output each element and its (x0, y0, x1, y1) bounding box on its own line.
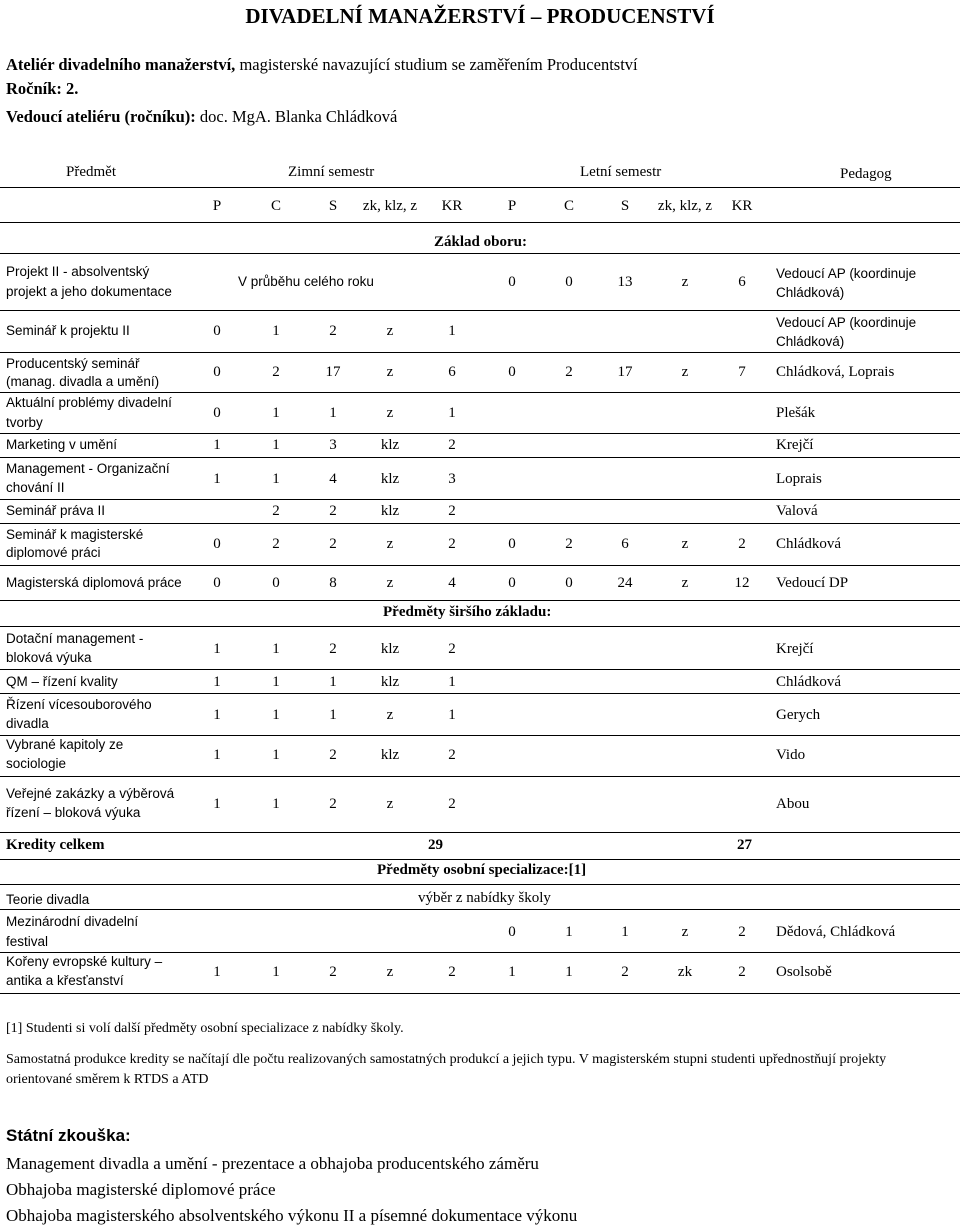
kredity-label: Kredity celkem (6, 837, 105, 853)
samostatna-line-2: orientované směrem k RTDS a ATD (6, 1072, 209, 1087)
value-cell: 2 (448, 641, 456, 657)
value-cell: 17 (617, 364, 633, 380)
section-sirsi: Předměty širšího základu: (383, 604, 552, 620)
value-cell: z (681, 924, 689, 940)
row-aktualni-name-1: Aktuální problémy divadelní (6, 395, 172, 410)
row-divider (0, 693, 960, 694)
value-cell: 2 (329, 536, 337, 552)
row-divider (0, 392, 960, 393)
atelier-label: Ateliér divadelního manažerství, (6, 55, 236, 74)
value-cell: 1 (213, 747, 221, 763)
kredity-letni: 27 (737, 837, 752, 853)
value-cell: 8 (329, 575, 337, 591)
value-cell: 2 (448, 536, 456, 552)
value-cell: 0 (508, 924, 516, 940)
row-mag-prace-name: Magisterská diplomová práce (6, 575, 182, 590)
column-header: C (270, 198, 282, 214)
value-cell: 1 (621, 924, 629, 940)
row-seminar-projekt-pedagog-1: Vedoucí AP (koordinuje (776, 315, 917, 330)
value-cell: 1 (213, 964, 221, 980)
column-header: S (620, 198, 630, 214)
row-festival-name-2: festival (6, 934, 49, 949)
section-zaklad: Základ oboru: (434, 234, 527, 250)
header-zimni: Zimní semestr (288, 164, 375, 180)
value-cell: 1 (213, 641, 221, 657)
row-divider (0, 776, 960, 777)
value-cell: 1 (329, 405, 337, 421)
atelier-line (6, 56, 638, 75)
row-dotacni-pedagog: Krejčí (776, 641, 814, 657)
value-cell: klz (380, 471, 400, 487)
value-cell: 0 (565, 274, 573, 290)
row-rizeni-name-1: Řízení vícesouborového (6, 697, 152, 712)
header-pedagog: Pedagog (840, 166, 892, 182)
row-projekt-pedagog-2: Chládková) (776, 285, 845, 300)
value-cell: z (386, 536, 394, 552)
value-cell: z (386, 796, 394, 812)
value-cell: 0 (213, 575, 221, 591)
row-koreny-pedagog: Osolsobě (776, 964, 832, 980)
statni-item: Management divadla a umění - prezentace a obhajoba producentského záměru (6, 1154, 539, 1173)
row-rizeni-pedagog: Gerych (776, 707, 821, 723)
value-cell: 2 (329, 503, 337, 519)
value-cell: 1 (448, 707, 456, 723)
value-cell: 0 (213, 536, 221, 552)
row-seminar-mag-pedagog: Chládková (776, 536, 841, 552)
row-divider (0, 433, 960, 434)
value-cell: 1 (448, 323, 456, 339)
value-cell: 1 (272, 641, 280, 657)
value-cell: 0 (508, 364, 516, 380)
value-cell: z (681, 364, 689, 380)
value-cell: 2 (565, 364, 573, 380)
value-cell: 1 (272, 747, 280, 763)
value-cell: z (681, 536, 689, 552)
value-cell: 1 (272, 796, 280, 812)
row-kapitoly-name-2: sociologie (6, 756, 67, 771)
statni-heading: Státní zkouška: (6, 1126, 131, 1145)
value-cell: klz (380, 674, 400, 690)
column-header: C (563, 198, 575, 214)
value-cell: 4 (448, 575, 456, 591)
column-header: zk, klz, z (362, 198, 418, 214)
value-cell: 2 (272, 503, 280, 519)
value-cell: z (681, 274, 689, 290)
row-seminar-mag-name-2: diplomové práci (6, 545, 101, 560)
colhdr-divider (0, 222, 960, 223)
row-seminar-mag-name-1: Seminář k magisterské (6, 527, 144, 542)
value-cell: z (386, 405, 394, 421)
value-cell: 2 (272, 364, 280, 380)
atelier-text: magisterské navazující studium se zaměřením Producentství (235, 55, 638, 74)
value-cell: 6 (448, 364, 456, 380)
value-cell: z (386, 323, 394, 339)
row-qm-pedagog: Chládková (776, 674, 841, 690)
value-cell: 0 (213, 405, 221, 421)
footnote: [1] Studenti si volí další předměty osobní specializace z nabídky školy. (6, 1021, 404, 1036)
value-cell: 1 (213, 707, 221, 723)
row-seminar-projekt-name: Seminář k projektu II (6, 323, 130, 338)
value-cell: 0 (213, 364, 221, 380)
value-cell: 1 (508, 964, 516, 980)
value-cell: 1 (272, 405, 280, 421)
value-cell: 2 (738, 964, 746, 980)
row-projekt-name-2: projekt a jeho dokumentace (6, 284, 172, 299)
value-cell: 2 (329, 323, 337, 339)
section-osobni: Předměty osobní specializace:[1] (377, 862, 587, 878)
header-divider (0, 187, 960, 188)
value-cell: 0 (272, 575, 280, 591)
value-cell: 0 (565, 575, 573, 591)
row-divider (0, 565, 960, 566)
header-letni: Letní semestr (580, 164, 662, 180)
value-cell: 3 (329, 437, 337, 453)
section-sirsi-divider (0, 626, 960, 627)
value-cell: 3 (448, 471, 456, 487)
value-cell: 0 (508, 575, 516, 591)
value-cell: 2 (329, 796, 337, 812)
vedouci-label: Vedoucí ateliéru (ročníku): (6, 107, 196, 126)
value-cell: 2 (448, 964, 456, 980)
value-cell: z (386, 707, 394, 723)
row-management-name-1: Management - Organizační (6, 461, 170, 476)
value-cell: 2 (448, 503, 456, 519)
value-cell: 1 (565, 964, 573, 980)
value-cell: 7 (738, 364, 746, 380)
value-cell: 1 (272, 964, 280, 980)
column-header: KR (441, 198, 463, 214)
value-cell: 2 (448, 747, 456, 763)
statni-item: Obhajoba magisterského absolventského výkonu II a písemné dokumentace výkonu (6, 1206, 578, 1225)
samostatna-line-1: Samostatná produkce kredity se načítají dle počtu realizovaných samostatných produkcí a jejich typu. V magisterském stupni studenti upřednostňují projekty (6, 1052, 887, 1067)
row-marketing-pedagog: Krejčí (776, 437, 814, 453)
section-zaklad-divider (0, 253, 960, 254)
row-divider (0, 832, 960, 833)
row-qm-name: QM – řízení kvality (6, 674, 118, 689)
row-zakazky-name-2: řízení – bloková výuka (6, 805, 141, 820)
column-header: S (328, 198, 338, 214)
row-koreny-name-2: antika a křesťanství (6, 973, 124, 988)
value-cell: 1 (213, 674, 221, 690)
row-divider (0, 352, 960, 353)
row-producentsky-name-2: (manag. divadla a umění) (6, 374, 160, 389)
row-divider (0, 523, 960, 524)
row-teorie-name: Teorie divadla (6, 892, 90, 907)
header-predmet: Předmět (66, 164, 116, 180)
value-cell: z (681, 575, 689, 591)
value-cell: 1 (272, 437, 280, 453)
row-divider (0, 499, 960, 500)
row-marketing-name: Marketing v umění (6, 437, 118, 452)
row-zakazky-name-1: Veřejné zakázky a výběrová (6, 786, 175, 801)
row-mag-prace-pedagog: Vedoucí DP (776, 575, 849, 591)
row-koreny-name-1: Kořeny evropské kultury – (6, 954, 163, 969)
row-divider (0, 310, 960, 311)
value-cell: 1 (272, 707, 280, 723)
row-projekt-pedagog-1: Vedoucí AP (koordinuje (776, 266, 917, 281)
value-cell: 1 (213, 437, 221, 453)
row-zakazky-pedagog: Abou (776, 796, 810, 812)
row-divider (0, 600, 960, 601)
row-management-name-2: chování II (6, 480, 65, 495)
kredity-zimni: 29 (428, 837, 443, 853)
row-projekt-name-1: Projekt II - absolventský (6, 264, 150, 279)
value-cell: 1 (272, 674, 280, 690)
section-osobni-divider (0, 884, 960, 885)
value-cell: 2 (272, 536, 280, 552)
value-cell: 2 (329, 747, 337, 763)
row-aktualni-name-2: tvorby (6, 415, 43, 430)
value-cell: 1 (448, 405, 456, 421)
value-cell: 4 (329, 471, 337, 487)
value-cell: 2 (565, 536, 573, 552)
value-cell: zk (677, 964, 693, 980)
value-cell: klz (380, 437, 400, 453)
value-cell: 2 (738, 924, 746, 940)
value-cell: z (386, 364, 394, 380)
row-producentsky-name-1: Producentský seminář (6, 356, 140, 371)
row-seminar-projekt-pedagog-2: Chládková) (776, 334, 845, 349)
value-cell: 1 (213, 796, 221, 812)
value-cell: 2 (738, 536, 746, 552)
row-festival-pedagog: Dědová, Chládková (776, 924, 896, 940)
row-divider (0, 735, 960, 736)
row-rizeni-name-2: divadla (6, 716, 49, 731)
value-cell: 2 (621, 964, 629, 980)
row-pravo-pedagog: Valová (776, 503, 818, 519)
row-pravo-name: Seminář práva II (6, 503, 106, 518)
value-cell: klz (380, 641, 400, 657)
value-cell: 13 (617, 274, 633, 290)
value-cell: 2 (448, 437, 456, 453)
value-cell: 17 (325, 364, 341, 380)
value-cell: 1 (448, 674, 456, 690)
page-title: DIVADELNÍ MANAŽERSTVÍ – PRODUCENSTVÍ (245, 4, 715, 28)
statni-item: Obhajoba magisterské diplomové práce (6, 1180, 276, 1199)
value-cell: 12 (734, 575, 750, 591)
value-cell: 1 (329, 707, 337, 723)
vedouci-text: doc. MgA. Blanka Chládková (195, 107, 398, 126)
value-cell: 2 (329, 641, 337, 657)
row-dotacni-name-2: bloková výuka (6, 650, 92, 665)
row-kapitoly-pedagog: Vido (776, 747, 806, 763)
row-festival-name-1: Mezinárodní divadelní (6, 914, 139, 929)
value-cell: 6 (621, 536, 629, 552)
value-cell: 1 (565, 924, 573, 940)
row-projekt-span: V průběhu celého roku (238, 274, 374, 289)
row-kapitoly-name-1: Vybrané kapitoly ze (6, 737, 124, 752)
value-cell: 0 (508, 274, 516, 290)
value-cell: z (386, 964, 394, 980)
value-cell: klz (380, 747, 400, 763)
column-header: P (212, 198, 222, 214)
row-divider (0, 457, 960, 458)
value-cell: 1 (272, 323, 280, 339)
row-divider (0, 859, 960, 860)
column-header: zk, klz, z (657, 198, 713, 214)
value-cell: klz (380, 503, 400, 519)
row-teorie-span: výběr z nabídky školy (418, 890, 551, 906)
row-divider (0, 993, 960, 994)
column-header: KR (731, 198, 753, 214)
column-header: P (507, 198, 517, 214)
rocnik-line: Ročník: 2. (6, 79, 79, 98)
value-cell: 0 (213, 323, 221, 339)
value-cell: 1 (329, 674, 337, 690)
value-cell: 24 (617, 575, 633, 591)
value-cell: 1 (213, 471, 221, 487)
value-cell: 2 (329, 964, 337, 980)
value-cell: 2 (448, 796, 456, 812)
row-aktualni-pedagog: Plešák (776, 405, 816, 421)
value-cell: 1 (272, 471, 280, 487)
row-divider (0, 909, 960, 910)
value-cell: 0 (508, 536, 516, 552)
vedouci-line (6, 108, 397, 127)
row-divider (0, 669, 960, 670)
value-cell: z (386, 575, 394, 591)
row-management-pedagog: Loprais (776, 471, 822, 487)
value-cell: 6 (738, 274, 746, 290)
row-producentsky-pedagog: Chládková, Loprais (776, 364, 895, 380)
row-dotacni-name-1: Dotační management - (6, 631, 144, 646)
